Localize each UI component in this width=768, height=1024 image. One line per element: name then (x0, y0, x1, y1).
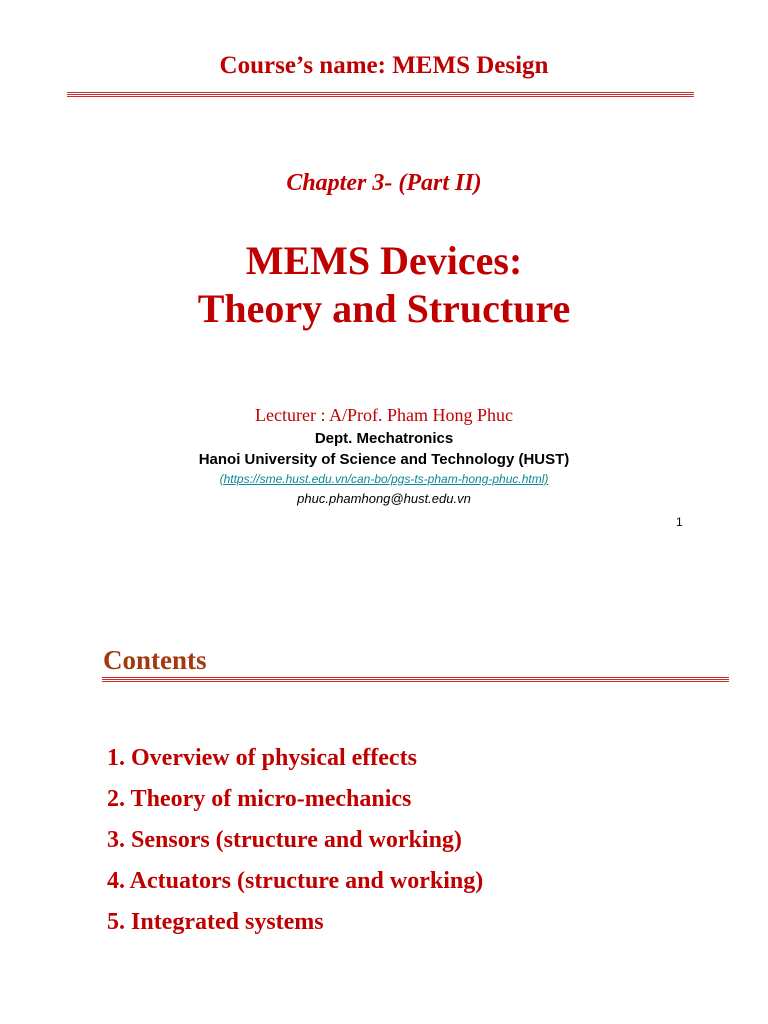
lecturer-name: Lecturer : A/Prof. Pham Hong Phuc (255, 405, 513, 425)
chapter-label: Chapter 3- (Part II) (286, 170, 482, 196)
course-name: Course’s name: MEMS Design (219, 52, 549, 79)
department: Dept. Mechatronics (314, 430, 454, 447)
contents-item: 1. Overview of physical effects (107, 745, 417, 771)
title-divider (67, 92, 694, 98)
contents-item: 3. Sensors (structure and working) (107, 827, 462, 853)
page-number: 1 (676, 515, 683, 529)
main-title-line-2: Theory and Structure (197, 286, 571, 331)
email-address: phuc.phamhong@hust.edu.vn (297, 491, 471, 506)
university: Hanoi University of Science and Technology (HUST) (198, 451, 570, 468)
profile-link[interactable]: (https://sme.hust.edu.vn/can-bo/pgs-ts-pham-hong-phuc.html) (219, 472, 549, 486)
contents-item: 2. Theory of micro-mechanics (107, 786, 412, 812)
main-title-line-1: MEMS Devices: (245, 238, 523, 283)
contents-heading: Contents (103, 645, 207, 675)
contents-divider (102, 677, 729, 683)
contents-item: 5. Integrated systems (107, 909, 324, 935)
contents-list (107, 738, 483, 943)
contents-item: 4. Actuators (structure and working) (107, 868, 484, 894)
